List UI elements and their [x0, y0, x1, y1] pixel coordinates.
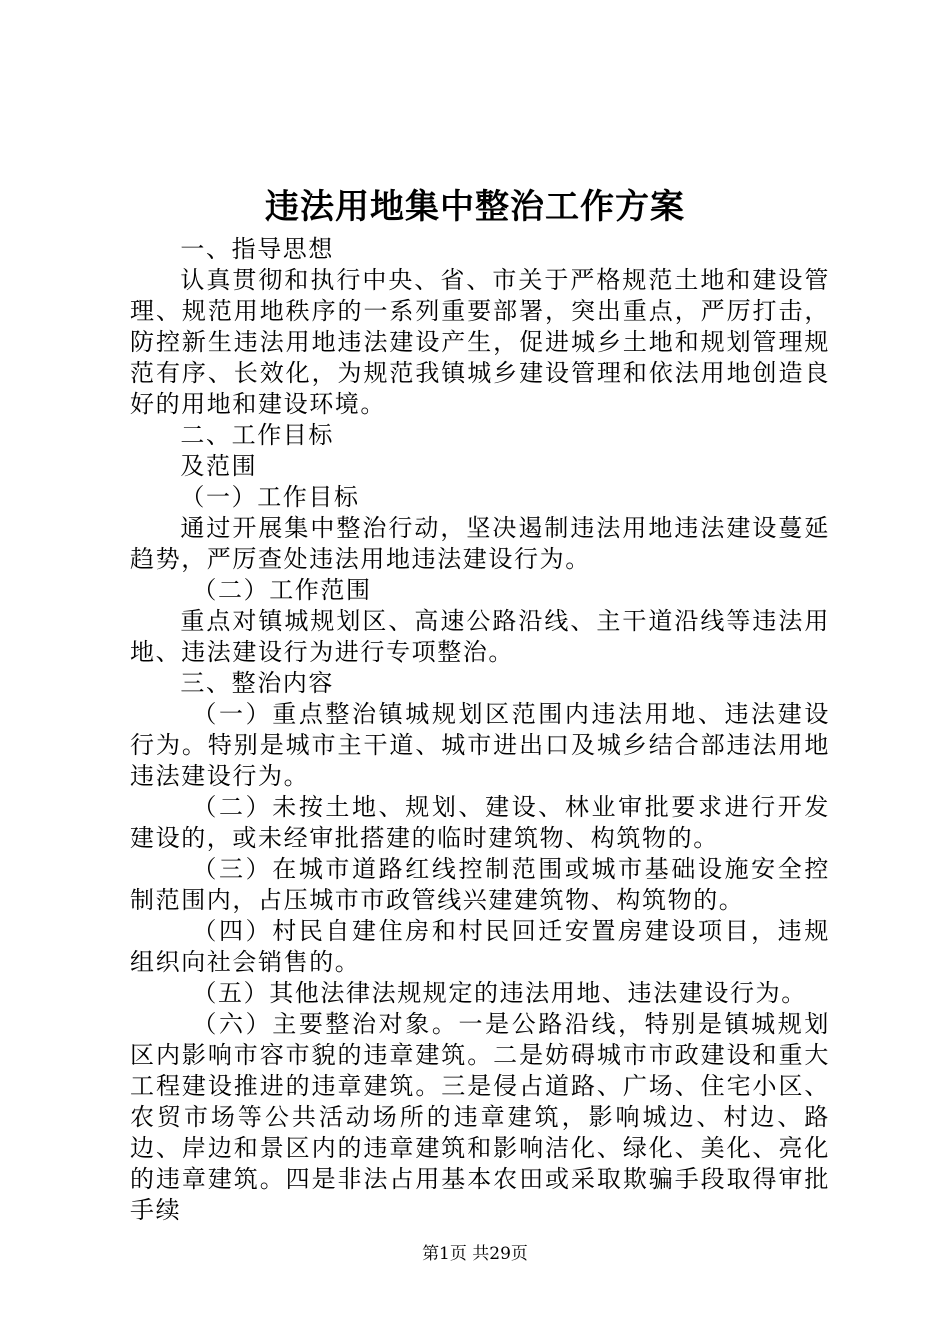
list-item: （二）未按土地、规划、建设、林业审批要求进行开发建设的，或未经审批搭建的临时建筑物、构筑物的。 — [130, 793, 830, 852]
subsection-heading: （一）工作目标 — [180, 483, 360, 511]
document-title: 违法用地集中整治工作方案 — [265, 187, 685, 227]
list-item: （四）村民自建住房和村民回迁安置房建设项目，违规组织向社会销售的。 — [130, 917, 830, 976]
list-item: （六）主要整治对象。一是公路沿线，特别是镇城规划区内影响市容市貌的违章建筑。二是妨碍城市市政建设和重大工程建设推进的违章建筑。三是侵占道路、广场、住宅小区、农贸市场等公共活动场所的违章建筑，影响城边、村边、路边、岸边和景区内的违章建筑和影响洁化、绿化、美化、亮化的违章建筑。四是非法占用基本农田或采取欺骗手段取得审批手续 — [130, 1010, 830, 1224]
section-heading: 三、整治内容 — [180, 669, 334, 697]
subsection-heading: （二）工作范围 — [192, 576, 372, 604]
paragraph: 认真贯彻和执行中央、省、市关于严格规范土地和建设管理、规范用地秩序的一系列重要部署，突出重点，严厉打击，防控新生违法用地违法建设产生，促进城乡土地和规划管理规范有序、长效化，为规范我镇城乡建设管理和依法用地创造良好的用地和建设环境。 — [130, 266, 830, 418]
paragraph: 重点对镇城规划区、高速公路沿线、主干道沿线等违法用地、违法建设行为进行专项整治。 — [130, 607, 830, 666]
document-body — [130, 234, 830, 1226]
section-heading: 二、工作目标 — [180, 421, 334, 449]
paragraph: 通过开展集中整治行动，坚决遏制违法用地违法建设蔓延趋势，严厉查处违法用地违法建设行为。 — [130, 514, 830, 573]
section-heading: 一、指导思想 — [180, 235, 334, 263]
page-number: 第1页 共29页 — [422, 1244, 528, 1264]
list-item: （一）重点整治镇城规划区范围内违法用地、违法建设行为。特别是城市主干道、城市进出口及城乡结合部违法用地违法建设行为。 — [130, 700, 830, 790]
list-item: （三）在城市道路红线控制范围或城市基础设施安全控制范围内，占压城市市政管线兴建建筑物、构筑物的。 — [130, 855, 830, 914]
list-item: （五）其他法律法规规定的违法用地、违法建设行为。 — [192, 979, 807, 1007]
section-heading-continued: 及范围 — [180, 452, 258, 480]
